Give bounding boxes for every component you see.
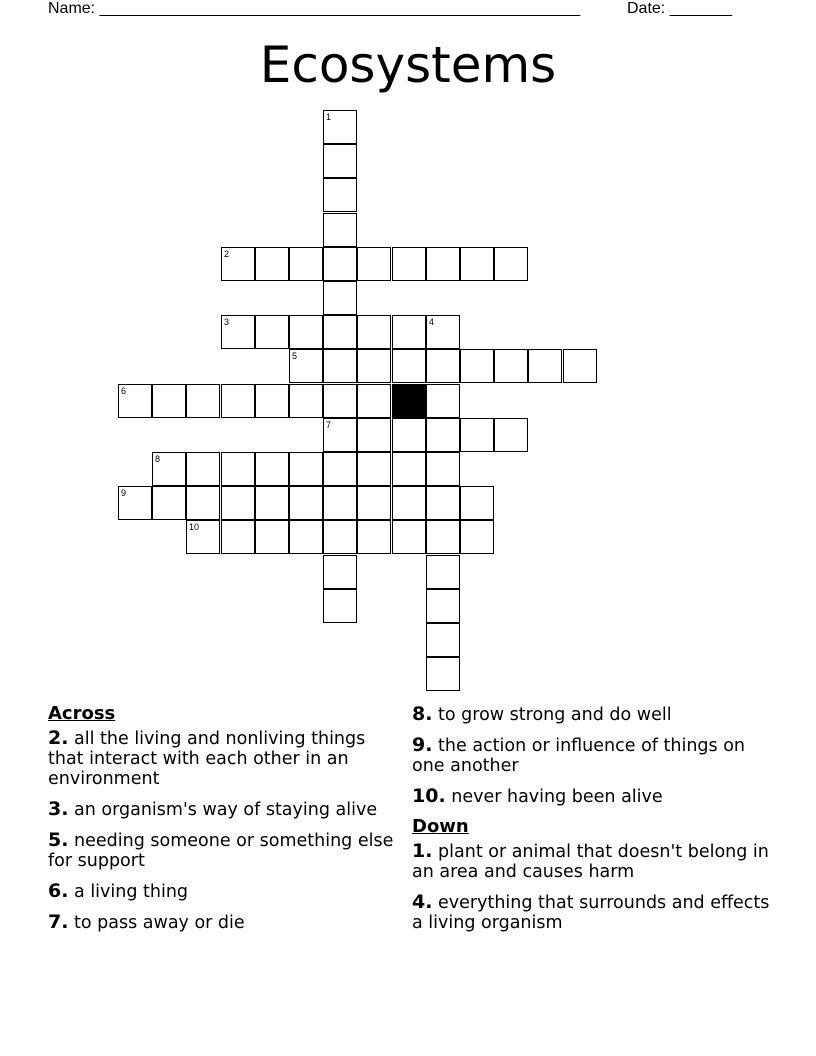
cell-number: 9 xyxy=(121,488,127,498)
grid-cell[interactable] xyxy=(460,486,494,520)
grid-cell[interactable] xyxy=(255,520,289,554)
grid-cell[interactable] xyxy=(323,315,357,349)
clue-text: needing someone or something else for support xyxy=(48,831,394,871)
cell-number: 8 xyxy=(155,454,161,464)
grid-cell[interactable] xyxy=(426,384,460,418)
grid-cell[interactable] xyxy=(528,349,562,383)
grid-cell[interactable] xyxy=(357,349,391,383)
clue-number: 6. xyxy=(48,880,69,902)
clue-number: 1. xyxy=(412,840,433,862)
grid-cell[interactable] xyxy=(392,315,426,349)
clues-column-left xyxy=(48,704,403,943)
grid-cell[interactable] xyxy=(323,213,357,247)
clue-down-4 xyxy=(412,892,772,933)
grid-cell[interactable] xyxy=(460,418,494,452)
grid-cell[interactable] xyxy=(255,486,289,520)
clues-column-right xyxy=(412,704,772,943)
grid-cell[interactable] xyxy=(357,418,391,452)
grid-cell[interactable] xyxy=(392,349,426,383)
clue-across-10 xyxy=(412,786,772,807)
grid-cell[interactable] xyxy=(289,349,323,383)
grid-cell[interactable] xyxy=(186,486,220,520)
grid-cell[interactable] xyxy=(426,623,460,657)
grid-cell[interactable] xyxy=(392,418,426,452)
clue-text: plant or animal that doesn't belong in an area and causes harm xyxy=(412,842,769,882)
grid-cell[interactable] xyxy=(426,418,460,452)
grid-cell[interactable] xyxy=(255,384,289,418)
clue-across-6 xyxy=(48,881,403,902)
grid-cell[interactable] xyxy=(563,349,597,383)
grid-cell[interactable] xyxy=(323,555,357,589)
grid-cell[interactable] xyxy=(460,247,494,281)
grid-cell[interactable] xyxy=(323,384,357,418)
grid-cell[interactable] xyxy=(357,452,391,486)
grid-cell[interactable] xyxy=(289,247,323,281)
clue-text: to pass away or die xyxy=(74,913,245,933)
grid-cell[interactable] xyxy=(255,452,289,486)
clue-number: 2. xyxy=(48,727,69,749)
grid-cell[interactable] xyxy=(186,452,220,486)
grid-cell[interactable] xyxy=(152,486,186,520)
grid-cell[interactable] xyxy=(426,315,460,349)
clue-across-3 xyxy=(48,799,403,820)
clue-number: 3. xyxy=(48,798,69,820)
clue-number: 5. xyxy=(48,829,69,851)
across-heading: Across xyxy=(48,703,116,724)
grid-cell[interactable] xyxy=(221,486,255,520)
grid-cell[interactable] xyxy=(426,486,460,520)
grid-cell[interactable] xyxy=(426,520,460,554)
grid-cell[interactable] xyxy=(426,452,460,486)
grid-cell[interactable] xyxy=(118,384,152,418)
grid-cell[interactable] xyxy=(323,110,357,144)
grid-cell[interactable] xyxy=(289,452,323,486)
grid-cell[interactable] xyxy=(426,349,460,383)
clue-across-8 xyxy=(412,704,772,725)
grid-cell[interactable] xyxy=(152,452,186,486)
grid-cell[interactable] xyxy=(221,520,255,554)
grid-cell[interactable] xyxy=(323,589,357,623)
clue-number: 9. xyxy=(412,734,433,756)
clue-across-9 xyxy=(412,735,772,776)
grid-cell[interactable] xyxy=(323,452,357,486)
clue-text: everything that surrounds and effects a living organism xyxy=(412,893,770,933)
grid-cell[interactable] xyxy=(289,315,323,349)
grid-cell[interactable] xyxy=(118,486,152,520)
cell-number: 10 xyxy=(189,522,200,532)
grid-cell[interactable] xyxy=(323,520,357,554)
grid-cell[interactable] xyxy=(255,247,289,281)
grid-cell[interactable] xyxy=(357,520,391,554)
grid-cell[interactable] xyxy=(357,384,391,418)
cell-number: 6 xyxy=(121,386,127,396)
grid-cell[interactable] xyxy=(392,247,426,281)
clue-across-7 xyxy=(48,912,403,933)
grid-cell[interactable] xyxy=(186,520,220,554)
name-field-label: Name: ______________________________________________________ xyxy=(48,0,581,17)
cell-number: 7 xyxy=(326,420,332,430)
cell-number: 5 xyxy=(292,351,298,361)
grid-cell[interactable] xyxy=(494,418,528,452)
grid-cell[interactable] xyxy=(323,247,357,281)
grid-cell[interactable] xyxy=(357,247,391,281)
clue-number: 4. xyxy=(412,891,433,913)
clue-text: a living thing xyxy=(74,882,189,902)
clue-text: an organism's way of staying alive xyxy=(74,800,378,820)
clue-down-1 xyxy=(412,841,772,882)
clue-text: all the living and nonliving things that interact with each other in an environment xyxy=(48,729,366,789)
grid-cell[interactable] xyxy=(426,247,460,281)
grid-cell[interactable] xyxy=(494,349,528,383)
puzzle-title: Ecosystems xyxy=(259,36,557,94)
grid-cell[interactable] xyxy=(426,555,460,589)
date-field-label: Date: _______ xyxy=(627,0,732,17)
cell-number: 2 xyxy=(224,249,230,259)
grid-cell[interactable] xyxy=(221,315,255,349)
grid-cell[interactable] xyxy=(323,418,357,452)
clue-number: 10. xyxy=(412,785,446,807)
grid-cell[interactable] xyxy=(186,384,220,418)
grid-cell[interactable] xyxy=(357,486,391,520)
cell-number: 4 xyxy=(429,317,435,327)
grid-cell[interactable] xyxy=(460,520,494,554)
clue-text: the action or influence of things on one another xyxy=(412,736,746,776)
grid-cell[interactable] xyxy=(460,349,494,383)
clue-across-5 xyxy=(48,830,403,871)
grid-cell[interactable] xyxy=(426,657,460,691)
clue-number: 8. xyxy=(412,703,433,725)
grid-cell[interactable] xyxy=(392,452,426,486)
clue-text: never having been alive xyxy=(451,787,663,807)
grid-cell[interactable] xyxy=(323,349,357,383)
cell-number: 1 xyxy=(326,112,332,122)
grid-cell[interactable] xyxy=(221,247,255,281)
grid-cell[interactable] xyxy=(494,247,528,281)
grid-cell[interactable] xyxy=(323,281,357,315)
grid-cell[interactable] xyxy=(255,315,289,349)
grid-cell[interactable] xyxy=(289,384,323,418)
clue-across-2 xyxy=(48,728,403,789)
grid-cell[interactable] xyxy=(426,589,460,623)
clue-text: to grow strong and do well xyxy=(438,705,672,725)
cell-number: 3 xyxy=(224,317,230,327)
clue-number: 7. xyxy=(48,911,69,933)
grid-cell[interactable] xyxy=(357,315,391,349)
grid-cell[interactable] xyxy=(221,452,255,486)
grid-cell[interactable] xyxy=(152,384,186,418)
grid-cell[interactable] xyxy=(323,144,357,178)
grid-cell[interactable] xyxy=(289,486,323,520)
grid-cell[interactable] xyxy=(323,178,357,212)
grid-cell[interactable] xyxy=(289,520,323,554)
grid-cell[interactable] xyxy=(323,486,357,520)
down-heading: Down xyxy=(412,816,469,837)
grid-cell[interactable] xyxy=(392,486,426,520)
grid-cell[interactable] xyxy=(221,384,255,418)
grid-cell[interactable] xyxy=(392,520,426,554)
grid-block-cell xyxy=(392,384,426,418)
